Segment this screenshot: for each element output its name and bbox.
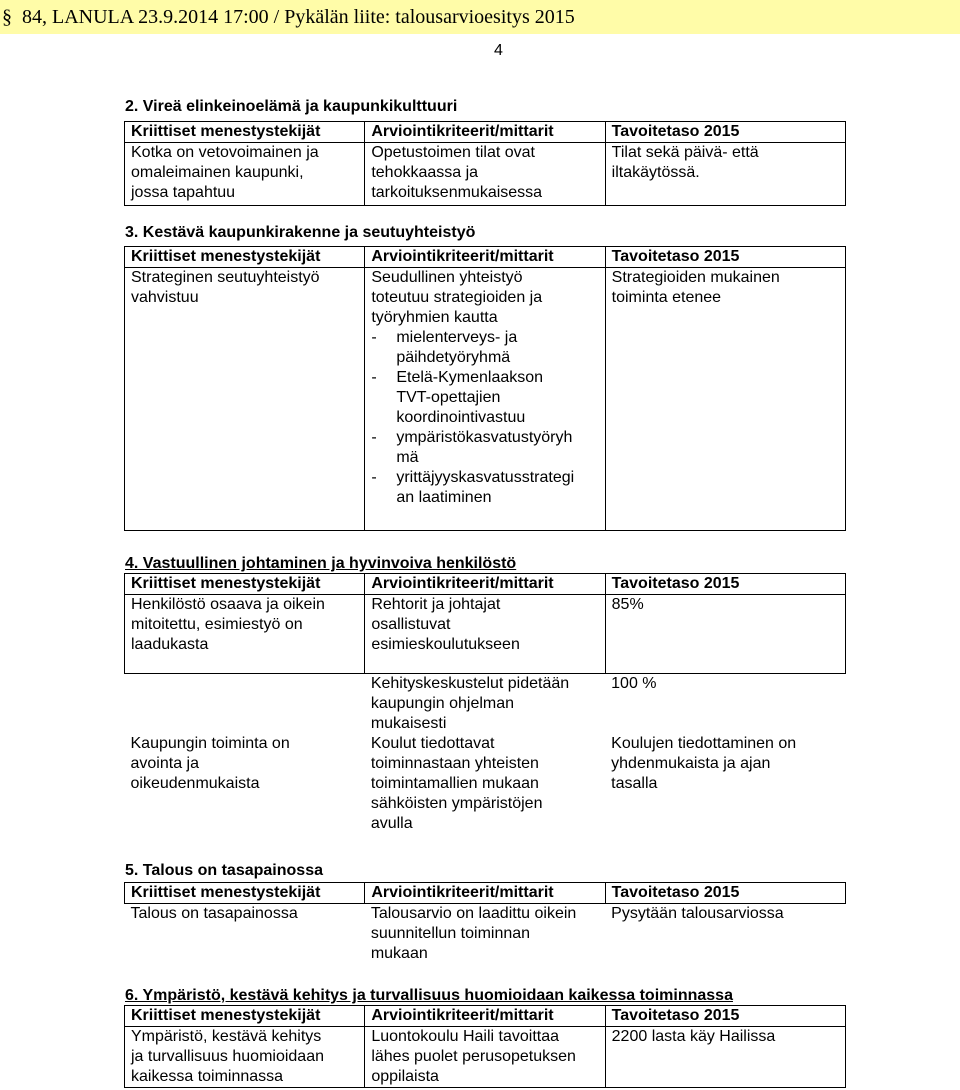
section-3-title: 3. Kestävä kaupunkirakenne ja seutuyhteistyö [125, 224, 476, 241]
cell-target: Pysytään talousarviossa [611, 905, 784, 922]
cell-criteria: Koulut tiedottavat toiminnastaan yhteisten toimintamallien mukaan sähköisten ympäristöjen avulla [370, 735, 543, 832]
header-target-level: Tavoitetaso 2015 [605, 1006, 845, 1027]
section-sign: § [2, 6, 12, 28]
section-4-table [124, 573, 846, 834]
header-critical-factors: Kriittiset menestystekijät [125, 1006, 365, 1027]
cell-target: Tilat sekä päivä- että iltakäytössä. [605, 143, 845, 206]
cell-target: 2200 lasta käy Hailissa [605, 1027, 845, 1088]
cell-critical-factor: Talous on tasapainossa [130, 905, 298, 922]
header-criteria: Arviointikriteerit/mittarit [365, 247, 605, 268]
list-item: - Etelä-Kymenlaakson TVT-opettajien koordinointivastuu [371, 369, 544, 426]
table-row [125, 143, 846, 206]
cell-critical-factor: Kaupungin toiminta on avointa ja oikeudenmukaista [130, 735, 290, 792]
section-5-table [124, 882, 846, 966]
section-5-title: 5. Talous on tasapainossa [125, 862, 323, 879]
header-critical-factors: Kriittiset menestystekijät [125, 122, 365, 143]
table-header-row [125, 122, 846, 143]
table-header-row [125, 1006, 846, 1027]
header-critical-factors: Kriittiset menestystekijät [125, 883, 365, 904]
table-row [125, 904, 846, 967]
table-header-row [125, 883, 846, 904]
list-item: - yrittäjyyskasvatusstrategi an laatiminen [371, 469, 575, 506]
header-critical-factors: Kriittiset menestystekijät [125, 574, 365, 595]
table-row [125, 734, 846, 834]
table-row [125, 674, 846, 735]
header-criteria: Arviointikriteerit/mittarit [365, 1006, 605, 1027]
cell-criteria: Opetustoimen tilat ovat tehokkaassa ja tarkoituksenmukaisessa [365, 143, 605, 206]
section-2-title: 2. Vireä elinkeinoelämä ja kaupunkikulttuuri [125, 98, 458, 115]
table-header-row [125, 574, 846, 595]
list-item: - mielenterveys- ja päihdetyöryhmä [371, 329, 518, 366]
cell-critical-factor: Henkilöstö osaava ja oikein mitoitettu, esimiestyö on laadukasta [125, 595, 365, 674]
section-6-table [124, 1005, 846, 1088]
cell-criteria: Talousarvio on laadittu oikein suunnitellun toiminnan mukaan [370, 905, 577, 962]
cell-critical-factor [125, 674, 365, 735]
header-target-level: Tavoitetaso 2015 [605, 122, 845, 143]
cell-criteria: Seudullinen yhteistyö toteutuu strategioiden ja työryhmien kautta - mielenterveys- ja päihdetyöryhmä - Etelä-Kymenlaakson TVT-opettajien koordinointivastuu - ympäristökasvatustyöryh mä - yrittäjyyskasvatusstrategi an laatiminen [365, 268, 605, 531]
cell-target: 85% [605, 595, 845, 674]
header-criteria: Arviointikriteerit/mittarit [365, 883, 605, 904]
header-criteria: Arviointikriteerit/mittarit [365, 122, 605, 143]
header-target-level: Tavoitetaso 2015 [605, 883, 845, 904]
cell-target: 100 % [611, 675, 657, 692]
cell-critical-factor: Strateginen seutuyhteistyö vahvistuu [125, 268, 365, 531]
banner-text: 84, LANULA 23.9.2014 17:00 / Pykälän liite: talousarvioesitys 2015 [22, 6, 575, 28]
table-row [125, 268, 846, 531]
table-row [125, 595, 846, 674]
cell-criteria: Rehtorit ja johtajat osallistuvat esimieskoulutukseen [365, 595, 605, 674]
document-banner [0, 0, 960, 34]
cell-critical-factor: Ympäristö, kestävä kehitys ja turvallisuus huomioidaan kaikessa toiminnassa [125, 1027, 365, 1088]
section-3-table [124, 246, 846, 531]
header-critical-factors: Kriittiset menestystekijät [125, 247, 365, 268]
cell-target: Strategioiden mukainen toiminta etenee [605, 268, 845, 531]
header-target-level: Tavoitetaso 2015 [605, 247, 845, 268]
section-6-title: 6. Ympäristö, kestävä kehitys ja turvallisuus huomioidaan kaikessa toiminnassa [125, 987, 733, 1004]
page-number: 4 [494, 42, 503, 59]
header-criteria: Arviointikriteerit/mittarit [365, 574, 605, 595]
section-2-table [124, 121, 846, 206]
table-row [125, 1027, 846, 1088]
table-header-row [125, 247, 846, 268]
cell-target: Koulujen tiedottaminen on yhdenmukaista ja ajan tasalla [611, 735, 797, 792]
list-item: - ympäristökasvatustyöryh mä [371, 429, 573, 466]
cell-criteria: Kehityskeskustelut pidetään kaupungin ohjelman mukaisesti [370, 675, 570, 732]
cell-critical-factor: Kotka on vetovoimainen ja omaleimainen kaupunki, jossa tapahtuu [125, 143, 365, 206]
cell-criteria: Luontokoulu Haili tavoittaa lähes puolet perusopetuksen oppilaista [365, 1027, 605, 1088]
header-target-level: Tavoitetaso 2015 [605, 574, 845, 595]
section-4-title: 4. Vastuullinen johtaminen ja hyvinvoiva henkilöstö [125, 555, 517, 572]
